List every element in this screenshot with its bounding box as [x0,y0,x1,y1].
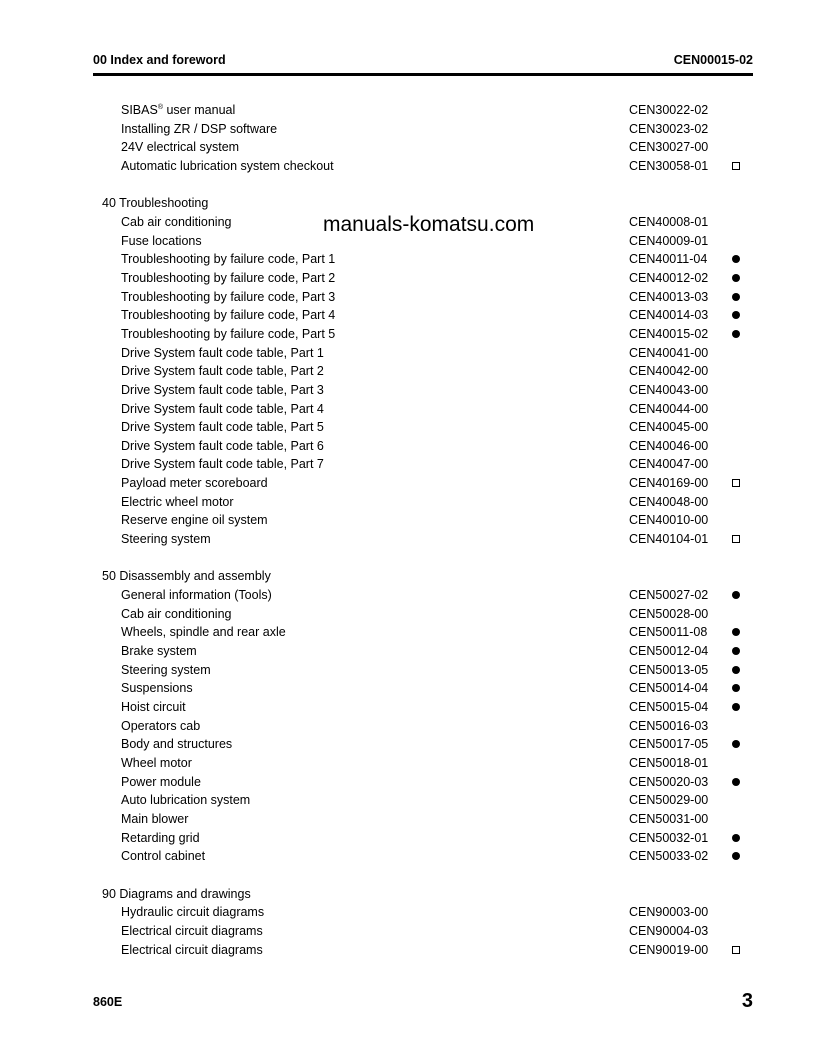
item-doc-code: CEN40008-01 [629,214,709,229]
item-title [121,513,268,527]
list-item[interactable] [93,754,753,773]
list-item[interactable] [93,941,753,960]
spacer [93,549,753,568]
item-title [121,346,324,360]
revised-dot-icon [732,740,740,748]
item-title-text: Electric wheel motor [121,494,234,509]
item-title [121,607,232,621]
item-title-text: Cab air conditioning [121,606,232,621]
list-item[interactable] [93,325,753,344]
item-title [121,271,335,285]
item-doc-code: CEN50013-05 [629,662,709,677]
revised-dot-icon [732,778,740,786]
list-item[interactable] [93,138,753,157]
item-doc-code: CEN50018-01 [629,755,709,770]
spacer [93,866,753,885]
list-item[interactable] [93,362,753,381]
item-title [121,719,200,733]
item-title [121,234,202,248]
item-doc-code: CEN50032-01 [629,830,709,845]
list-item[interactable] [93,418,753,437]
revised-dot-icon [732,274,740,282]
item-doc-code: CEN50027-02 [629,588,709,603]
item-title [121,215,232,229]
item-doc-code: CEN50012-04 [629,644,709,659]
item-doc-code: CEN50014-04 [629,681,709,696]
item-doc-code: CEN30023-02 [629,121,709,136]
new-box-icon [732,946,740,954]
item-title [121,625,286,639]
item-title-text: Troubleshooting by failure code, Part 3 [121,289,336,304]
page-header [93,53,753,67]
list-item[interactable] [93,474,753,493]
revised-dot-icon [732,834,740,842]
item-title [121,308,335,322]
item-title-text: Troubleshooting by failure code, Part 5 [121,326,336,341]
item-title-text: Drive System fault code table, Part 4 [121,401,324,416]
sections [93,176,753,960]
list-item[interactable] [93,735,753,754]
list-item[interactable] [93,101,753,120]
item-title-text: Steering system [121,532,211,547]
item-doc-code: CEN40011-04 [629,252,708,267]
item-title-text: Control cabinet [121,849,206,864]
revised-dot-icon [732,293,740,301]
list-item[interactable] [93,773,753,792]
list-item[interactable] [93,381,753,400]
item-title-rest: user manual [163,103,236,117]
item-title-text: Drive System fault code table, Part 6 [121,438,324,453]
list-item[interactable] [93,455,753,474]
list-item[interactable] [93,269,753,288]
list-item[interactable] [93,605,753,624]
item-title [121,439,324,453]
item-title-text: Auto lubrication system [121,793,251,808]
new-box-icon [732,535,740,543]
list-item[interactable] [93,437,753,456]
item-title-text: Troubleshooting by failure code, Part 2 [121,270,336,285]
item-title [121,383,324,397]
item-doc-code: CEN30058-01 [629,158,709,173]
item-title [121,402,324,416]
item-doc-code: CEN50011-08 [629,625,708,640]
item-title [121,737,232,751]
item-title-text: Wheel motor [121,755,192,770]
spacer [93,176,753,195]
list-item[interactable] [93,120,753,139]
item-doc-code: CEN40169-00 [629,476,709,491]
list-item[interactable] [93,306,753,325]
header-rule [93,73,753,76]
item-doc-code: CEN40041-00 [629,345,709,360]
list-item[interactable] [93,344,753,363]
item-doc-code: CEN40104-01 [629,532,709,547]
list-item[interactable] [93,157,753,176]
item-doc-code: CEN50016-03 [629,718,709,733]
revised-dot-icon [732,311,740,319]
item-title [121,290,335,304]
revised-dot-icon [732,591,740,599]
revised-dot-icon [732,852,740,860]
item-title [121,252,335,266]
item-title-text: Automatic lubrication system checkout [121,158,334,173]
item-title-text: Hydraulic circuit diagrams [121,905,265,920]
item-doc-code: CEN40047-00 [629,457,709,472]
item-title [121,812,188,826]
item-doc-code: CEN50029-00 [629,793,709,808]
new-box-icon [732,162,740,170]
item-title-text: Steering system [121,662,211,677]
item-title-text: Troubleshooting by failure code, Part 1 [121,252,336,267]
page-number: 3 [741,990,753,1012]
item-title-text: Retarding grid [121,830,200,845]
item-title-text: Drive System fault code table, Part 2 [121,364,324,379]
revised-dot-icon [732,703,740,711]
item-title-text: Fuse locations [121,233,202,248]
item-title [121,644,197,658]
item-doc-code: CEN40043-00 [629,382,709,397]
item-title [121,905,264,919]
item-title [121,943,263,957]
item-title-text: Electrical circuit diagrams [121,923,263,938]
section-heading: 40 Troubleshooting [102,196,209,211]
item-doc-code: CEN40010-00 [629,513,709,528]
item-doc-code: CEN40009-01 [629,233,709,248]
item-title-text: General information (Tools) [121,588,272,603]
list-item[interactable] [93,717,753,736]
item-title-text: Drive System fault code table, Part 7 [121,457,324,472]
footer-model: 860E [93,995,123,1009]
list-item[interactable] [93,288,753,307]
item-doc-code: CEN50031-00 [629,811,709,826]
item-title [121,793,250,807]
list-item[interactable] [93,511,753,530]
item-title [121,924,263,938]
item-title [121,327,335,341]
intro-group [93,101,753,176]
item-title-text: Power module [121,774,201,789]
list-item[interactable] [93,250,753,269]
revised-dot-icon [732,647,740,655]
revised-dot-icon [732,666,740,674]
item-doc-code: CEN30022-02 [629,103,709,117]
item-title [121,122,277,136]
item-doc-code: CEN40013-03 [629,289,709,304]
revised-dot-icon [732,684,740,692]
item-doc-code: CEN40014-03 [629,308,709,323]
list-item[interactable] [93,679,753,698]
item-doc-code: CEN40048-00 [629,494,709,509]
watermark: manuals-komatsu.com [323,213,535,236]
new-box-icon [732,479,740,487]
list-item[interactable] [93,623,753,642]
item-title-text: Electrical circuit diagrams [121,942,263,957]
item-doc-code: CEN50028-00 [629,606,709,621]
item-title-text: Wheels, spindle and rear axle [121,625,286,640]
item-title [121,681,193,695]
item-title [121,831,200,845]
item-doc-code: CEN40015-02 [629,326,709,341]
item-title [121,700,186,714]
item-title [121,775,201,789]
list-item[interactable] [93,810,753,829]
header-section-title: 00 Index and foreword [93,53,226,67]
item-title [121,364,324,378]
item-doc-code: CEN40042-00 [629,364,709,379]
list-item[interactable] [93,530,753,549]
list-item[interactable] [93,922,753,941]
list-item[interactable] [93,493,753,512]
item-doc-code: CEN50020-03 [629,774,709,789]
item-title [121,140,239,154]
item-title-text: Body and structures [121,737,233,752]
item-title-text: Cab air conditioning [121,214,232,229]
item-doc-code: CEN40045-00 [629,420,709,435]
header-doc-code: CEN00015-02 [673,53,753,67]
item-title [121,457,324,471]
list-item[interactable] [93,586,753,605]
list-item[interactable] [93,698,753,717]
item-title-text: Drive System fault code table, Part 3 [121,382,324,397]
item-title [121,588,272,602]
list-item[interactable] [93,642,753,661]
item-title [121,849,205,863]
list-item[interactable] [93,829,753,848]
item-title-text: SIBAS [121,103,158,117]
list-item[interactable] [93,903,753,922]
item-doc-code: CEN90004-03 [629,923,709,938]
item-title-text: Troubleshooting by failure code, Part 4 [121,308,336,323]
item-doc-code: CEN90019-00 [629,942,709,957]
item-title-text: Hoist circuit [121,700,186,714]
list-item[interactable] [93,400,753,419]
item-title-text: Drive System fault code table, Part 5 [121,420,324,435]
item-title [121,476,268,490]
item-doc-code: CEN40046-00 [629,438,709,453]
revised-dot-icon [732,255,740,263]
item-doc-code: CEN40012-02 [629,270,709,285]
item-title [121,420,324,434]
list-item[interactable] [93,791,753,810]
item-title-text: Operators cab [121,718,201,733]
item-title [121,663,211,677]
item-doc-code: CEN50015-04 [629,700,709,714]
item-doc-code: CEN90003-00 [629,905,709,920]
section-heading: 50 Disassembly and assembly [102,569,271,584]
revised-dot-icon [732,628,740,636]
item-doc-code: CEN40044-00 [629,401,709,416]
list-item[interactable] [93,661,753,680]
revised-dot-icon [732,330,740,338]
item-title [121,495,234,509]
item-title-text: 24V electrical system [121,140,240,155]
item-doc-code: CEN50033-02 [629,849,709,864]
item-title [121,532,211,546]
item-doc-code: CEN30027-00 [629,140,709,155]
item-title-text: Suspensions [121,681,193,696]
item-title-text: Main blower [121,811,189,826]
section-heading: 90 Diagrams and drawings [102,886,251,901]
item-title-text: Brake system [121,644,197,659]
list-item[interactable] [93,847,753,866]
registered-mark: ® [157,103,163,111]
item-title-text: Installing ZR / DSP software [121,121,278,136]
list-item[interactable] [93,213,753,232]
item-doc-code: CEN50017-05 [629,737,709,752]
item-title [121,756,192,770]
item-title-text: Reserve engine oil system [121,513,268,528]
item-title [121,159,334,173]
index-list [93,101,753,959]
item-title-text: Payload meter scoreboard [121,476,268,491]
list-item[interactable] [93,232,753,251]
item-title-text: Drive System fault code table, Part 1 [121,345,324,360]
item-title [121,103,235,117]
